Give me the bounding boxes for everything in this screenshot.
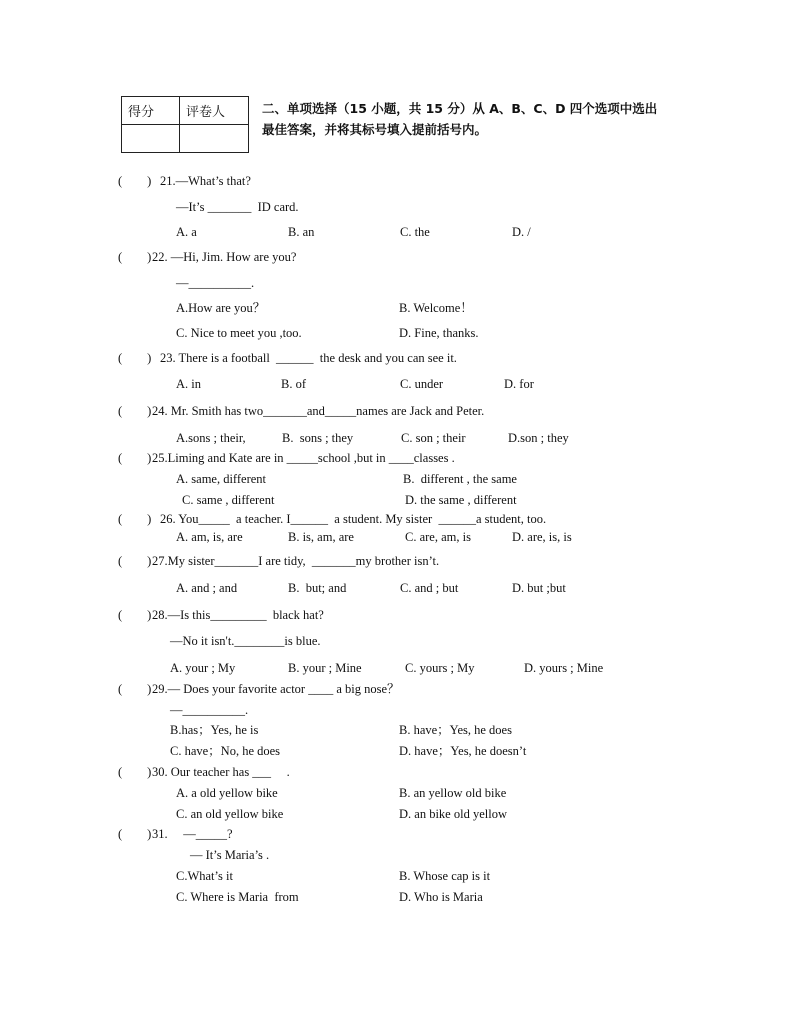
question-21-stem: 21.—What’s that? xyxy=(160,174,251,188)
option-26-b: B. is, am, are xyxy=(288,530,354,544)
answer-paren-23[interactable]: ( ) xyxy=(118,351,152,365)
question-31-stem: 31. —_____? xyxy=(152,827,233,841)
option-21-a: A. a xyxy=(176,225,197,239)
answer-paren-29[interactable]: ( ) xyxy=(118,682,152,696)
question-22-stem: 22. —Hi, Jim. How are you? xyxy=(152,250,297,264)
option-27-d: D. but ;but xyxy=(512,581,566,595)
option-26-c: C. are, am, is xyxy=(405,530,471,544)
section-heading-line1: 二、单项选择（15 小题，共 15 分）从 A、B、C、D 四个选项中选出 xyxy=(262,101,658,116)
option-29-b: B. have；Yes, he does xyxy=(399,723,512,737)
option-22-b: B. Welcome！ xyxy=(399,301,473,315)
option-30-d: D. an bike old yellow xyxy=(399,807,507,821)
option-29-d: D. have；Yes, he doesn’t xyxy=(399,744,527,758)
question-27-stem: 27.My sister_______I are tidy, _______my brother isn’t. xyxy=(152,554,440,568)
answer-paren-22[interactable]: ( ) xyxy=(118,250,152,264)
option-23-b: B. of xyxy=(281,377,306,391)
answer-paren-24[interactable]: ( ) xyxy=(118,404,152,418)
grader-header: 评卷人 xyxy=(180,97,249,125)
score-cell[interactable] xyxy=(122,125,180,153)
score-header: 得分 xyxy=(122,97,180,125)
option-30-b: B. an yellow old bike xyxy=(399,786,507,800)
option-28-d: D. yours ; Mine xyxy=(524,661,604,675)
question-26-stem: 26. You_____ a teacher. I______ a student. My sister ______a student, too. xyxy=(160,512,547,526)
option-30-c: C. an old yellow bike xyxy=(176,807,284,821)
question-29-stem: 29.— Does your favorite actor ____ a big nose？ xyxy=(152,682,400,696)
option-31-b: B. Whose cap is it xyxy=(399,869,491,883)
score-table xyxy=(121,96,249,153)
answer-paren-21[interactable]: ( ) xyxy=(118,174,152,188)
option-27-b: B. but; and xyxy=(288,581,347,595)
option-26-d: D. are, is, is xyxy=(512,530,572,544)
option-28-b: B. your ; Mine xyxy=(288,661,362,675)
option-24-d: D.son ; they xyxy=(508,431,569,445)
option-31-a: C.What’s it xyxy=(176,869,233,883)
option-23-a: A. in xyxy=(176,377,201,391)
answer-paren-28[interactable]: ( ) xyxy=(118,608,152,622)
option-29-a: B.has；Yes, he is xyxy=(170,723,259,737)
option-22-c: C. Nice to meet you ,too. xyxy=(176,326,302,340)
question-28-stem: 28.—Is this_________ black hat? xyxy=(152,608,324,622)
question-25-stem: 25.Liming and Kate are in _____school ,but in ____classes . xyxy=(152,451,455,465)
option-25-d: D. the same , different xyxy=(405,493,517,507)
answer-paren-25[interactable]: ( ) xyxy=(118,451,152,465)
answer-paren-26[interactable]: ( ) xyxy=(118,512,152,526)
option-22-d: D. Fine, thanks. xyxy=(399,326,479,340)
option-26-a: A. am, is, are xyxy=(176,530,243,544)
option-29-c: C. have；No, he does xyxy=(170,744,281,758)
answer-paren-30[interactable]: ( ) xyxy=(118,765,152,779)
option-25-c: C. same , different xyxy=(182,493,275,507)
question-21-line2: —It’s _______ ID card. xyxy=(176,200,299,214)
option-22-a: A.How are you？ xyxy=(176,301,266,315)
grader-cell[interactable] xyxy=(180,125,249,153)
option-28-c: C. yours ; My xyxy=(405,661,475,675)
question-24-stem: 24. Mr. Smith has two_______and_____names are Jack and Peter. xyxy=(152,404,485,418)
option-23-c: C. under xyxy=(400,377,444,391)
option-23-d: D. for xyxy=(504,377,534,391)
section-heading-line2: 最佳答案，并将其标号填入提前括号内。 xyxy=(262,122,488,137)
question-28-line2: —No it isn't.________is blue. xyxy=(170,634,321,648)
answer-paren-31[interactable]: ( ) xyxy=(118,827,152,841)
option-31-c: C. Where is Maria from xyxy=(176,890,299,904)
answer-paren-27[interactable]: ( ) xyxy=(118,554,152,568)
option-27-c: C. and ; but xyxy=(400,581,459,595)
option-30-a: A. a old yellow bike xyxy=(176,786,278,800)
question-29-line2: —__________. xyxy=(170,703,249,717)
option-25-b: B. different , the same xyxy=(403,472,517,486)
question-31-line2: — It’s Maria’s . xyxy=(190,848,270,862)
option-24-a: A.sons ; their, xyxy=(176,431,246,445)
option-21-d: D. / xyxy=(512,225,531,239)
option-24-c: C. son ; their xyxy=(401,431,466,445)
option-31-d: D. Who is Maria xyxy=(399,890,483,904)
question-22-line2: —__________. xyxy=(176,276,255,290)
section-heading xyxy=(262,98,682,140)
option-21-c: C. the xyxy=(400,225,430,239)
option-24-b: B. sons ; they xyxy=(282,431,354,445)
option-28-a: A. your ; My xyxy=(170,661,236,675)
option-25-a: A. same, different xyxy=(176,472,267,486)
option-27-a: A. and ; and xyxy=(176,581,238,595)
question-30-stem: 30. Our teacher has ___ . xyxy=(152,765,290,779)
question-23-stem: 23. There is a football ______ the desk and you can see it. xyxy=(160,351,457,365)
option-21-b: B. an xyxy=(288,225,315,239)
